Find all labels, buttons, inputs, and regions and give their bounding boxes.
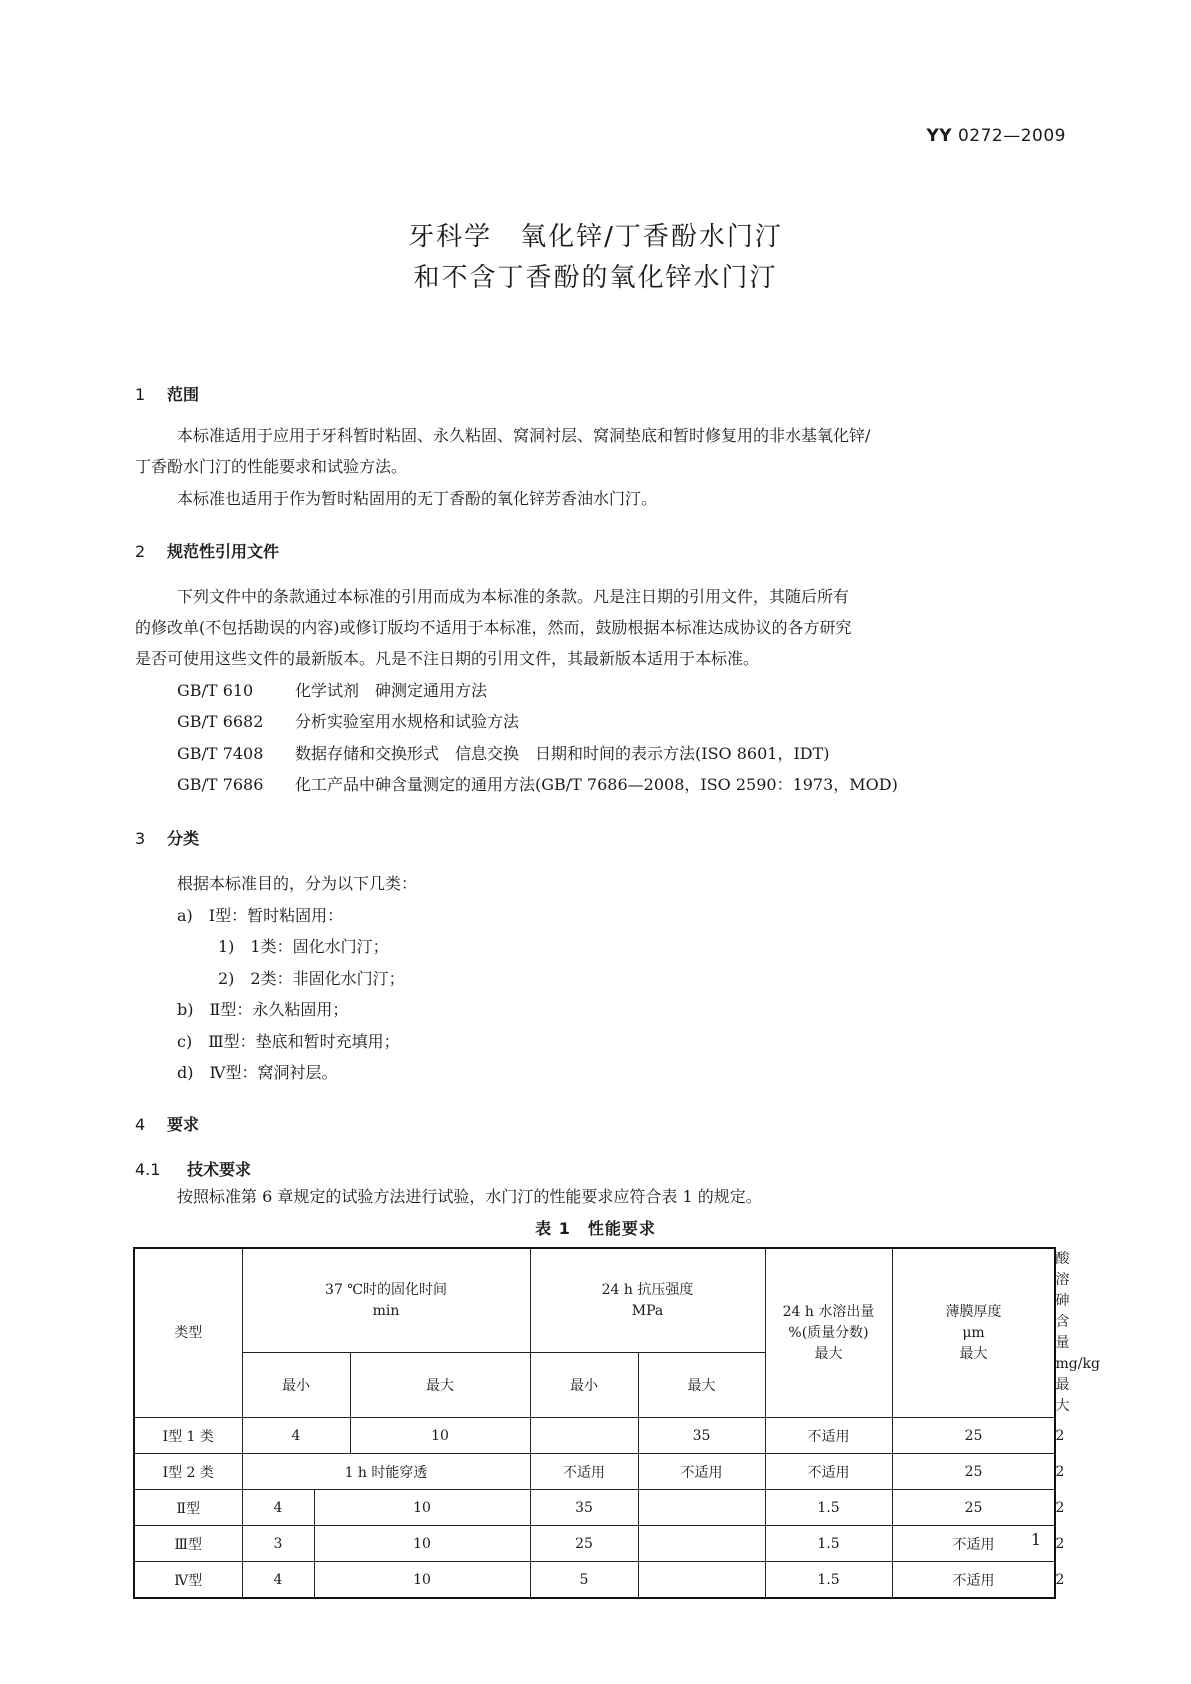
table-cell-film: 不适用 (892, 1562, 1055, 1599)
table-row: Ⅰ型 1 类 4 10 35 不适用 25 2 (134, 1418, 1055, 1454)
table-cell-cs-max: 不适用 (638, 1454, 765, 1490)
section41-paragraph: 按照标准第 6 章规定的试验方法进行试验，水门汀的性能要求应符合表 1 的规定。 (177, 1187, 762, 1206)
section-heading-1: 1 范围 (135, 385, 200, 404)
section1-paragraph1-line2: 丁香酚水门汀的性能要求和试验方法。 (135, 457, 408, 476)
section-heading-4-1: 4.1 技术要求 (135, 1160, 252, 1179)
table-caption: 表 1 性能要求 (535, 1219, 656, 1238)
table-cell-film: 不适用 (892, 1526, 1055, 1562)
table-cell-water: 1.5 (765, 1526, 892, 1562)
table-cell-cs-max (638, 1490, 765, 1526)
table-cell-water: 1.5 (765, 1562, 892, 1599)
table-cell-set-min: 4 (242, 1418, 350, 1454)
table-cell-film: 25 (892, 1418, 1055, 1454)
section-heading-3: 3 分类 (135, 829, 200, 848)
table-cell-set-max: 10 (314, 1490, 530, 1526)
table-cell-cs-min: 35 (530, 1490, 638, 1526)
table-cell-film: 25 (892, 1490, 1055, 1526)
table-cell-cs-min: 25 (530, 1526, 638, 1562)
performance-table: 类型 37 ℃时的固化时间 min 24 h 抗压强度 MPa 24 h 水溶出量 %(质量分数) 最大 薄膜厚度 μm 最大 酸溶砷含量 mg/kg 最大 最小 最大 最小 最大 Ⅰ型 1 类 4 10 35 不适用 25 2 Ⅰ型 2 类 1 h 时能穿透 不适用 不适用 不适用 25 2 Ⅱ型 4 10 35 1.5 25 2 Ⅲ型 3 10 25 1.5 不适用 2 Ⅳ型 4 10 5 1.5 不适用 2 (133, 1247, 1056, 1599)
table-subheader-max: 最大 (350, 1353, 530, 1418)
table-cell-cs-max: 35 (638, 1418, 765, 1454)
section2-paragraph-line1: 下列文件中的条款通过本标准的引用而成为本标准的条款。凡是注日期的引用文件，其随后所有 (177, 587, 850, 606)
normative-reference: GB/T 7686 化工产品中砷含量测定的通用方法(GB/T 7686—2008，ISO 2590：1973，MOD) (177, 775, 898, 794)
section1-paragraph2: 本标准也适用于作为暂时粘固用的无丁香酚的氧化锌芳香油水门汀。 (177, 489, 658, 508)
table-header-setting-time: 37 ℃时的固化时间 min (242, 1248, 530, 1353)
classification-item-a2: 2) 2类：非固化水门汀； (218, 969, 405, 988)
classification-item-b: b) Ⅱ型：永久粘固用； (177, 1000, 349, 1019)
document-title-line2: 和不含丁香酚的氧化锌水门汀 (413, 263, 778, 293)
classification-item-d: d) Ⅳ型：窝洞衬层。 (177, 1063, 338, 1082)
section2-paragraph-line3: 是否可使用这些文件的最新版本。凡是不注日期的引用文件，其最新版本适用于本标准。 (135, 649, 760, 668)
table-cell-cs-min: 5 (530, 1562, 638, 1599)
table-cell-type: Ⅳ型 (134, 1562, 242, 1599)
table-cell-cs-min: 不适用 (530, 1454, 638, 1490)
table-header-type: 类型 (134, 1248, 242, 1418)
section2-paragraph-line2: 的修改单(不包括勘误的内容)或修订版均不适用于本标准，然而，鼓励根据本标准达成协议的各方研究 (135, 618, 852, 637)
table-cell-set-min: 4 (242, 1490, 314, 1526)
table-cell-water: 不适用 (765, 1454, 892, 1490)
table-row: Ⅱ型 4 10 35 1.5 25 2 (134, 1490, 1055, 1526)
table-row: Ⅳ型 4 10 5 1.5 不适用 2 (134, 1562, 1055, 1599)
normative-reference: GB/T 7408 数据存储和交换形式 信息交换 日期和时间的表示方法(ISO 8601，IDT) (177, 744, 830, 763)
table-row: Ⅲ型 3 10 25 1.5 不适用 2 (134, 1526, 1055, 1562)
table-cell-type: Ⅲ型 (134, 1526, 242, 1562)
table-subheader-max: 最大 (638, 1353, 765, 1418)
normative-reference: GB/T 610 化学试剂 砷测定通用方法 (177, 681, 488, 700)
table-cell-cs-min (530, 1418, 638, 1454)
classification-item-c: c) Ⅲ型：垫底和暂时充填用； (177, 1032, 400, 1051)
section-heading-4: 4 要求 (135, 1115, 200, 1134)
page-number: 1 (1030, 1530, 1041, 1549)
table-header-water-solubility: 24 h 水溶出量 %(质量分数) 最大 (765, 1248, 892, 1418)
table-cell-water: 1.5 (765, 1490, 892, 1526)
table-cell-cs-max (638, 1562, 765, 1599)
table-cell-water: 不适用 (765, 1418, 892, 1454)
table-subheader-min: 最小 (242, 1353, 350, 1418)
standard-prefix: YY (926, 126, 953, 146)
standard-code: 0272—2009 (957, 126, 1066, 146)
normative-reference: GB/T 6682 分析实验室用水规格和试验方法 (177, 712, 520, 731)
table-cell-set-max: 10 (314, 1562, 530, 1599)
table-cell-set-min: 3 (242, 1526, 314, 1562)
table-header-film-thickness: 薄膜厚度 μm 最大 (892, 1248, 1055, 1418)
table-header-compressive-strength: 24 h 抗压强度 MPa (530, 1248, 765, 1353)
document-title-line1: 牙科学 氧化锌/丁香酚水门汀 (408, 222, 783, 252)
table-cell-type: Ⅰ型 1 类 (134, 1418, 242, 1454)
classification-item-a1: 1) 1类：固化水门汀； (218, 937, 389, 956)
table-cell-set-min: 4 (242, 1562, 314, 1599)
standard-number (926, 126, 1066, 146)
table-cell-set-max: 10 (350, 1418, 530, 1454)
classification-intro: 根据本标准目的，分为以下几类： (177, 874, 418, 893)
section1-paragraph1-line1: 本标准适用于应用于牙科暂时粘固、永久粘固、窝洞衬层、窝洞垫底和暂时修复用的非水基氧化锌/ (177, 426, 871, 445)
table-cell-film: 25 (892, 1454, 1055, 1490)
table-subheader-min: 最小 (530, 1353, 638, 1418)
table-cell-type: Ⅱ型 (134, 1490, 242, 1526)
table-cell-type: Ⅰ型 2 类 (134, 1454, 242, 1490)
section-heading-2: 2 规范性引用文件 (135, 542, 280, 561)
table-cell-set-span: 1 h 时能穿透 (242, 1454, 530, 1490)
table-cell-cs-max (638, 1526, 765, 1562)
classification-item-a: a) Ⅰ型：暂时粘固用： (177, 906, 344, 925)
table-cell-set-max: 10 (314, 1526, 530, 1562)
table-row: Ⅰ型 2 类 1 h 时能穿透 不适用 不适用 不适用 25 2 (134, 1454, 1055, 1490)
